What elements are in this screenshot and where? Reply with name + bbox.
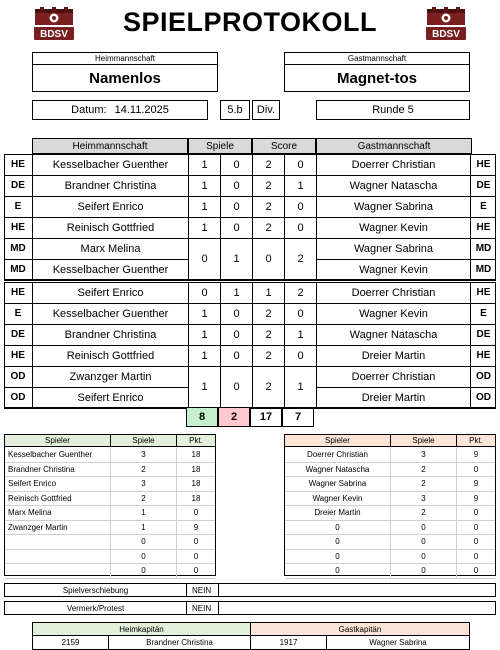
home-captain-id: 2159	[33, 636, 109, 649]
home-stats-games: 3	[111, 477, 177, 491]
match-type-right: DE	[476, 180, 491, 191]
guest-stats-player: 0	[285, 564, 391, 578]
guest-player: Wagner Kevin	[359, 221, 428, 234]
match-type-right: DE	[476, 329, 491, 340]
home-player: Reinisch Gottfried	[66, 349, 155, 362]
games-home: 0	[201, 253, 208, 265]
games-guest: 0	[233, 158, 240, 171]
guest-player: Dreier Martin	[361, 349, 426, 362]
home-stats-row	[5, 477, 215, 492]
score-home: 2	[265, 307, 272, 320]
guest-stats-points: 9	[473, 493, 479, 503]
guest-stats-player: 0	[285, 521, 391, 535]
date-box	[32, 100, 208, 120]
guest-stats-points: 0	[473, 464, 479, 474]
header-guest: Gastmannschaft	[316, 138, 472, 154]
match-type-right: HE	[476, 159, 491, 170]
guest-stats-player: Wagner Sabrina	[285, 477, 391, 491]
guest-stats-points: 0	[473, 551, 479, 561]
home-stats-row	[5, 535, 215, 550]
games-home: 1	[201, 349, 208, 362]
games-home: 1	[201, 179, 208, 192]
header-score: Score	[252, 138, 316, 154]
guest-stats-header	[285, 435, 495, 447]
total-score-guest: 7	[282, 407, 314, 427]
match-type-left: DE	[11, 180, 25, 191]
guest-stats-row	[285, 477, 495, 492]
home-stats-header	[5, 435, 215, 447]
guest-stats-table	[284, 434, 496, 576]
guest-stats-games: 3	[391, 448, 457, 462]
match-type-left: OD	[10, 371, 26, 382]
home-stats-games: 0	[111, 535, 177, 549]
guest-team-name: Magnet-tos	[337, 69, 417, 87]
score-guest: 0	[297, 349, 304, 362]
home-stats-player: Zwanzger Martin	[5, 521, 111, 535]
home-stats-player: Seifert Enrico	[5, 477, 111, 491]
home-stats-row	[5, 550, 215, 565]
home-stats-player: Reinisch Gottfried	[5, 492, 111, 506]
total-games-home: 8	[186, 407, 218, 427]
score-guest: 1	[297, 179, 304, 192]
date-value: 14.11.2025	[114, 104, 169, 116]
guest-stats-player: Wagner Natascha	[285, 463, 391, 477]
row-divider	[4, 387, 188, 388]
match-type-left: HE	[11, 350, 25, 361]
home-stats-points: 18	[191, 464, 201, 474]
home-stats-row	[5, 521, 215, 536]
home-stats-header-games: Spiele	[111, 435, 177, 446]
guest-captain-name: Wagner Sabrina	[369, 638, 427, 647]
total-games-guest: 2	[218, 407, 250, 427]
guest-stats-player: 0	[285, 535, 391, 549]
home-player: Zwanzger Martin	[69, 370, 152, 383]
captains-block	[32, 622, 470, 650]
home-stats-player	[5, 564, 111, 578]
match-type-right: HE	[476, 287, 491, 298]
match-type-right: E	[480, 201, 487, 212]
home-captain-name: Brandner Christina	[109, 636, 251, 649]
protest-label: Vermerk/Protest	[5, 602, 187, 614]
games-guest: 0	[233, 349, 240, 362]
guest-stats-header-player: Spieler	[285, 435, 391, 446]
home-captain-label: Heimkapitän	[33, 623, 251, 636]
match-type-left: E	[14, 308, 22, 319]
match-type-right: HE	[476, 222, 491, 233]
match-type-left: HE	[11, 287, 25, 298]
guest-stats-games: 0	[391, 521, 457, 535]
score-home: 2	[265, 349, 272, 362]
score-guest: 0	[297, 200, 304, 213]
guest-stats-points: 0	[473, 537, 479, 547]
guest-stats-games: 0	[391, 564, 457, 578]
guest-player: Doerrer Christian	[351, 158, 436, 171]
svg-text:BDSV: BDSV	[40, 29, 68, 40]
games-guest: 0	[233, 200, 240, 213]
score-guest: 2	[297, 286, 304, 299]
home-player: Brandner Christina	[64, 328, 157, 341]
games-home: 0	[201, 286, 208, 299]
home-stats-player	[5, 535, 111, 549]
home-stats-games: 0	[111, 550, 177, 564]
home-stats-player: Kesselbacher Guenther	[5, 448, 111, 462]
home-player: Reinisch Gottfried	[66, 221, 155, 234]
guest-player: Doerrer Christian	[351, 286, 436, 299]
guest-player: Wagner Natascha	[349, 179, 438, 192]
total-score-home: 17	[250, 407, 282, 427]
guest-stats-row	[285, 550, 495, 565]
home-stats-points: 0	[193, 566, 199, 576]
guest-captain-id: 1917	[251, 636, 327, 649]
home-stats-player: Brandner Christina	[5, 463, 111, 477]
guest-stats-points: 9	[473, 479, 479, 489]
home-team-name: Namenlos	[89, 69, 161, 87]
score-home: 1	[265, 286, 272, 299]
totals-row	[186, 407, 314, 427]
score-home: 2	[265, 381, 272, 393]
home-stats-games: 2	[111, 492, 177, 506]
games-home: 1	[201, 221, 208, 234]
match-type-right: OD	[476, 371, 491, 382]
guest-captain-label: Gastkapitän	[251, 623, 469, 636]
guest-stats-row	[285, 463, 495, 478]
match-type-left: HE	[11, 222, 25, 233]
home-stats-row	[5, 506, 215, 521]
division-label: Div.	[252, 100, 280, 120]
home-stats-row	[5, 448, 215, 463]
protest-value: NEIN	[189, 602, 219, 614]
guest-player: Wagner Kevin	[359, 263, 428, 276]
guest-stats-games: 3	[391, 492, 457, 506]
home-stats-games: 1	[111, 521, 177, 535]
score-guest: 0	[297, 158, 304, 171]
match-type-right: HE	[476, 350, 491, 361]
home-stats-header-points: Pkt.	[189, 436, 203, 445]
home-stats-points: 9	[193, 522, 199, 532]
home-player: Seifert Enrico	[77, 200, 144, 213]
postponement-value: NEIN	[189, 584, 219, 596]
home-stats-header-player: Spieler	[5, 435, 111, 446]
games-home: 1	[201, 200, 208, 213]
guest-stats-points: 0	[473, 522, 479, 532]
score-home: 2	[265, 158, 272, 171]
guest-player: Wagner Sabrina	[353, 242, 434, 255]
home-player: Seifert Enrico	[77, 391, 144, 404]
score-home: 2	[265, 200, 272, 213]
guest-stats-row	[285, 521, 495, 536]
score-home: 2	[265, 328, 272, 341]
match-type-right: MD	[475, 243, 492, 254]
match-type-left: OD	[10, 392, 26, 403]
round-box: Runde 5	[316, 100, 470, 120]
guest-stats-row	[285, 564, 495, 579]
header-games: Spiele	[188, 138, 252, 154]
home-stats-games: 2	[111, 463, 177, 477]
home-stats-row	[5, 492, 215, 507]
guest-stats-points: 0	[473, 566, 479, 576]
match-type-left: DE	[11, 329, 25, 340]
score-guest: 1	[297, 381, 304, 393]
score-home: 0	[265, 253, 272, 265]
header-home: Heimmannschaft	[32, 138, 188, 154]
home-stats-points: 18	[191, 450, 201, 460]
guest-stats-header-points: Pkt.	[469, 436, 483, 445]
home-team-box	[32, 52, 218, 92]
home-player: Kesselbacher Guenther	[52, 158, 169, 171]
match-type-right: E	[480, 308, 487, 319]
home-player: Seifert Enrico	[77, 286, 144, 299]
page-title: SPIELPROTOKOLL	[122, 6, 378, 37]
match-type-left: HE	[11, 159, 25, 170]
svg-text:BDSV: BDSV	[432, 29, 460, 40]
guest-player: Dreier Martin	[361, 391, 426, 404]
home-stats-player: Marx Melina	[5, 506, 111, 520]
guest-stats-row	[285, 492, 495, 507]
games-guest: 0	[233, 221, 240, 234]
score-guest: 1	[297, 328, 304, 341]
match-type-right: MD	[475, 264, 492, 275]
home-player: Marx Melina	[80, 242, 141, 255]
games-guest: 1	[233, 253, 240, 265]
guest-stats-header-games: Spiele	[391, 435, 457, 446]
games-home: 1	[201, 307, 208, 320]
guest-stats-points: 9	[473, 450, 479, 460]
guest-stats-player: Dreier Martin	[285, 506, 391, 520]
game-table	[4, 138, 496, 404]
bdsv-logo-left	[32, 3, 76, 43]
home-stats-points: 0	[193, 537, 199, 547]
guest-stats-player: Wagner Kevin	[285, 492, 391, 506]
guest-player: Wagner Natascha	[349, 328, 438, 341]
guest-player: Doerrer Christian	[351, 370, 436, 383]
home-stats-points: 0	[193, 551, 199, 561]
score-home: 2	[265, 221, 272, 234]
home-stats-row	[5, 564, 215, 579]
date-label: Datum:	[71, 104, 107, 116]
games-guest: 0	[233, 328, 240, 341]
postponement-label: Spielverschiebung	[5, 584, 187, 596]
home-player: Kesselbacher Guenther	[52, 307, 169, 320]
home-stats-player	[5, 550, 111, 564]
row-divider	[316, 387, 496, 388]
division-number: 5.b	[220, 100, 250, 120]
guest-stats-player: Doerrer Christian	[285, 448, 391, 462]
guest-stats-points: 0	[473, 508, 479, 518]
home-player: Kesselbacher Guenther	[52, 263, 169, 276]
home-stats-points: 18	[191, 493, 201, 503]
games-guest: 0	[233, 307, 240, 320]
guest-stats-player: 0	[285, 550, 391, 564]
protest-row	[4, 601, 496, 615]
home-stats-row	[5, 463, 215, 478]
guest-stats-games: 2	[391, 477, 457, 491]
games-guest: 1	[233, 286, 240, 299]
games-home: 1	[201, 381, 208, 393]
guest-stats-row	[285, 448, 495, 463]
guest-team-box	[284, 52, 470, 92]
guest-stats-games: 2	[391, 463, 457, 477]
home-stats-games: 0	[111, 564, 177, 578]
guest-team-label: Gastmannschaft	[285, 53, 469, 65]
match-type-right: OD	[476, 392, 491, 403]
score-guest: 0	[297, 221, 304, 234]
home-stats-games: 1	[111, 506, 177, 520]
games-home: 1	[201, 328, 208, 341]
score-guest: 0	[297, 307, 304, 320]
postponement-row	[4, 583, 496, 597]
home-stats-games: 3	[111, 448, 177, 462]
guest-stats-games: 0	[391, 535, 457, 549]
match-type-left: E	[14, 201, 22, 212]
match-type-left: MD	[10, 243, 26, 254]
home-stats-table	[4, 434, 216, 576]
home-stats-points: 18	[191, 479, 201, 489]
row-divider	[316, 259, 496, 260]
guest-player: Wagner Kevin	[359, 307, 428, 320]
guest-stats-games: 2	[391, 506, 457, 520]
home-team-label: Heimmannschaft	[33, 53, 217, 65]
row-divider	[4, 280, 496, 281]
home-stats-points: 0	[193, 508, 199, 518]
score-guest: 2	[297, 253, 304, 265]
guest-player: Wagner Sabrina	[353, 200, 434, 213]
home-player: Brandner Christina	[64, 179, 157, 192]
bdsv-logo-right	[424, 3, 468, 43]
match-type-left: MD	[10, 264, 26, 275]
guest-stats-games: 0	[391, 550, 457, 564]
row-divider	[4, 259, 188, 260]
games-guest: 0	[233, 179, 240, 192]
games-home: 1	[201, 158, 208, 171]
games-guest: 0	[233, 381, 240, 393]
score-home: 2	[265, 179, 272, 192]
guest-stats-row	[285, 535, 495, 550]
guest-stats-row	[285, 506, 495, 521]
